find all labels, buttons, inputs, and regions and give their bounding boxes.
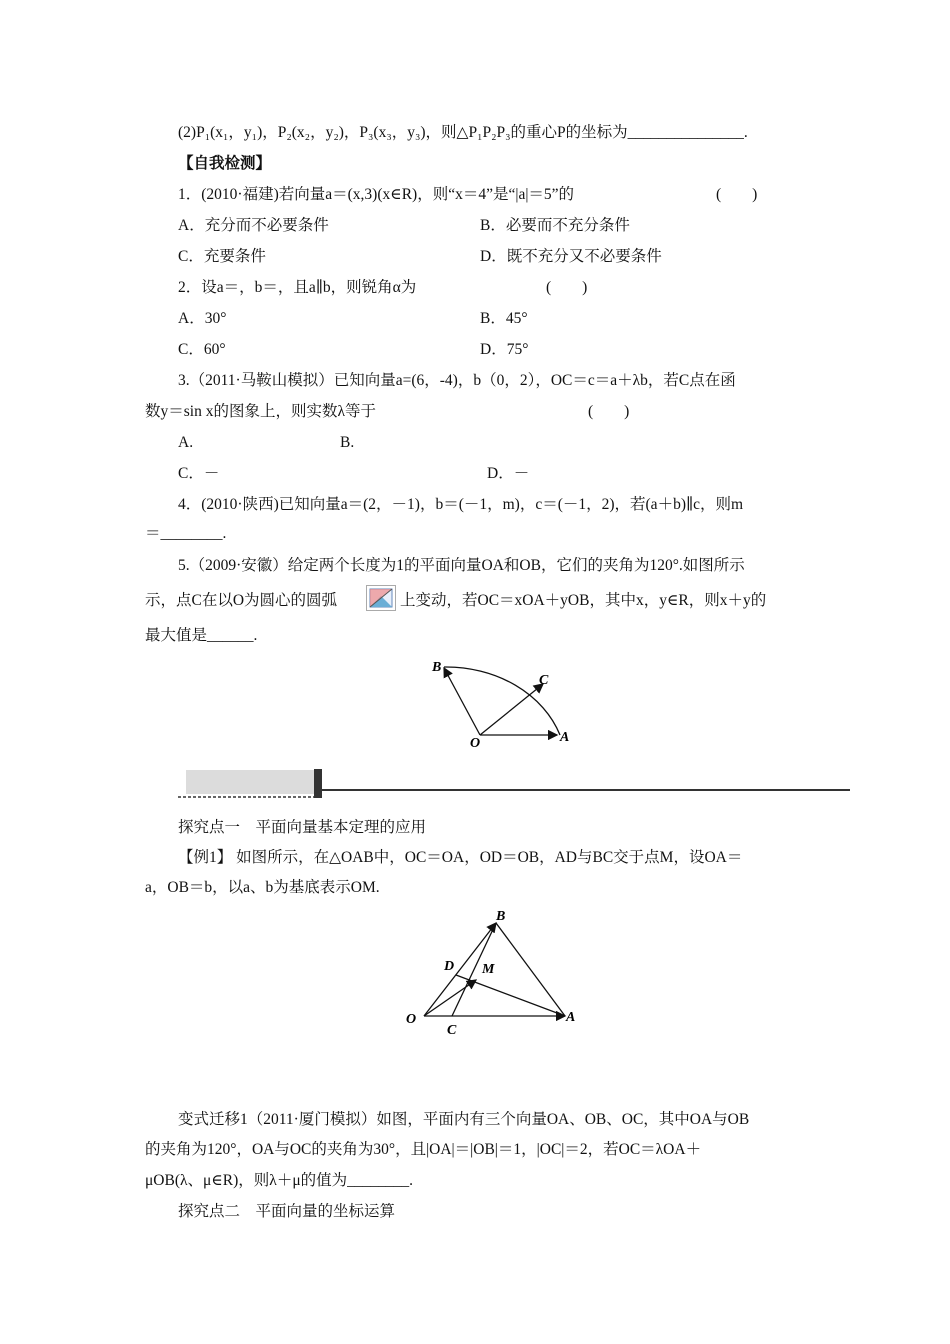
- segment-ad: [456, 975, 565, 1016]
- option-c: C．－: [178, 465, 220, 482]
- option-d: D．75°: [480, 341, 529, 358]
- label-c: C: [447, 1023, 457, 1038]
- section-2-title: 探究点二 平面向量的坐标运算: [178, 1203, 396, 1220]
- vector-om: [424, 980, 476, 1016]
- question-5-line3: 最大值是______.: [145, 627, 258, 644]
- label-c: C: [539, 673, 549, 688]
- label-b: B: [496, 909, 506, 924]
- question-2: 2．设a＝，b＝，且a∥b，则锐角α为: [178, 279, 417, 296]
- answer-paren: ( ): [588, 403, 630, 420]
- label-b: B: [432, 660, 442, 675]
- section-banner: [178, 766, 850, 800]
- variant-1-line3: μOB(λ、μ∈R)，则λ＋μ的值为________.: [145, 1172, 414, 1189]
- option-a: A．30°: [178, 310, 227, 327]
- segment-ba: [496, 923, 565, 1016]
- section-1-title: 探究点一 平面向量基本定理的应用: [178, 819, 427, 836]
- label-d: D: [444, 959, 455, 974]
- arc-figure: [420, 650, 590, 750]
- label-m: M: [482, 962, 495, 977]
- label-a: A: [560, 730, 570, 745]
- arc-formula-image-icon: [366, 585, 396, 611]
- option-d: D．既不充分又不必要条件: [480, 248, 662, 265]
- question-3-line1: 3.（2011·马鞍山模拟）已知向量a=(6，-4)，b（0，2），OC＝c＝a＋λb，若C点在函: [178, 372, 736, 389]
- example-1-line1: 【例1】 如图所示，在△OAB中，OC＝OA，OD＝OB，AD与BC交于点M，设OA＝: [178, 849, 743, 866]
- option-b: B．45°: [480, 310, 528, 327]
- option-b: B．必要而不充分条件: [480, 217, 630, 234]
- option-b: B.: [340, 434, 355, 451]
- question-5-line2a: 示，点C在以O为圆心的圆弧: [145, 592, 338, 609]
- vector-oc: [480, 684, 543, 735]
- text-line-centroid: (2)P₁(x₁，y₁)，P₂(x₂，y₂)，P₃(x₃，y₃)，则△P₁P₂P₃的重心P的坐标为_______________.: [178, 124, 748, 141]
- section-self-check: 【自我检测】: [178, 155, 272, 172]
- answer-paren: ( ): [716, 186, 758, 203]
- question-4-line2: ＝________.: [145, 525, 227, 542]
- option-a: A.: [178, 434, 194, 451]
- label-o: O: [406, 1012, 417, 1027]
- question-4-line1: 4．(2010·陕西)已知向量a＝(2，－1)，b＝(－1，m)，c＝(－1，2)，若(a＋b)∥c，则m: [178, 496, 744, 513]
- variant-1-line2: 的夹角为120°，OA与OC的夹角为30°，且|OA|＝|OB|＝1，|OC|＝2，若OC＝λOA＋: [145, 1141, 702, 1158]
- triangle-figure: [400, 903, 590, 1038]
- label-o: O: [470, 736, 481, 750]
- answer-paren: ( ): [546, 279, 588, 296]
- question-3-line2: 数y＝sin x的图象上，则实数λ等于: [145, 403, 376, 420]
- question-1: 1．(2010·福建)若向量a＝(x,3)(x∈R)，则“x＝4”是“|a|＝5”的: [178, 186, 575, 203]
- option-c: C．充要条件: [178, 248, 266, 265]
- option-a: A．充分而不必要条件: [178, 217, 329, 234]
- variant-1-line1: 变式迁移1（2011·厦门模拟）如图，平面内有三个向量OA、OB、OC，其中OA与OB: [178, 1111, 750, 1128]
- option-c: C．60°: [178, 341, 226, 358]
- example-1-line2: a，OB＝b，以a、b为基底表示OM.: [145, 879, 380, 896]
- question-5-line2b: 上变动，若OC＝xOA＋yOB，其中x，y∈R，则x＋y的: [400, 592, 767, 609]
- vector-ob: [444, 668, 480, 735]
- question-5-line1: 5.（2009·安徽）给定两个长度为1的平面向量OA和OB，它们的夹角为120°.如图所示: [178, 557, 745, 574]
- label-a: A: [566, 1010, 576, 1025]
- option-d: D．－: [487, 465, 530, 482]
